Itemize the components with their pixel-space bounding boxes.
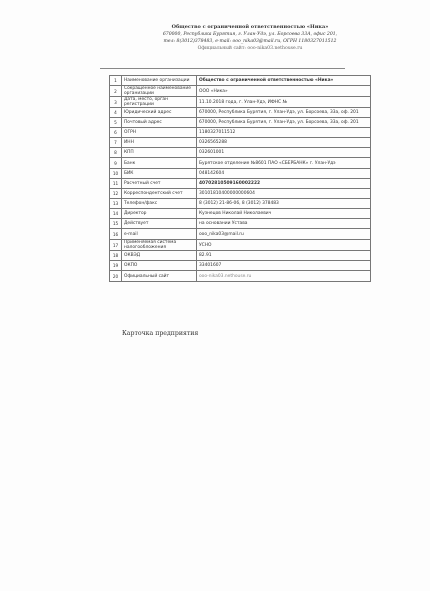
table-row (110, 271, 371, 282)
row-label: БИК (122, 169, 197, 179)
row-value: Общество с ограниченной ответственностью «Ника» (197, 76, 371, 86)
row-value: Кузнецов Николай Николаевич (197, 209, 371, 219)
row-label: Директор (122, 209, 197, 219)
row-number: 6 (110, 128, 122, 138)
row-label: e-mail (122, 229, 197, 240)
row-value: Бурятское отделение №8601 ПАО «СБЕРБАНК» г. Улан-Удэ (197, 158, 371, 169)
row-value: ooo-nika03.nethouse.ru (197, 271, 371, 282)
row-label: Наименование организации (122, 76, 197, 86)
row-number: 16 (110, 229, 122, 240)
letterhead-address: 670000, Республика Бурятия, г. Улан-Удэ, ул. Борсоева 33А, офис 201, (162, 32, 338, 37)
row-value: 11.10.2018 года, г. Улан-Удэ, ИФНС № (197, 97, 371, 108)
row-value: 670000, Республика Бурятия, г. Улан-Удэ, ул. Борсоева, 33а, оф. 201 (197, 108, 371, 118)
row-number: 12 (110, 189, 122, 199)
letterhead-title: Общество с ограниченной ответственностью «Ника» (171, 24, 329, 30)
row-label: ОКВЭД (122, 251, 197, 261)
row-value: 8 (3012) 21-86-06, 8 (3012) 378483 (197, 199, 371, 209)
row-value: ooo_nika03@mail.ru (197, 229, 371, 240)
row-label: КПП (122, 148, 197, 158)
row-label: Корреспондентский счет (122, 189, 197, 199)
row-value: УСНО (197, 240, 371, 251)
row-value: на основании Устава (197, 219, 371, 229)
table-row (110, 76, 371, 86)
row-number: 17 (110, 240, 122, 251)
row-value: 40702810509160002222 (197, 179, 371, 189)
row-label: ОКПО (122, 261, 197, 271)
letterhead (150, 24, 350, 52)
table-row (110, 240, 371, 251)
row-label: Расчетный счет (122, 179, 197, 189)
row-number: 18 (110, 251, 122, 261)
row-label: ОГРН (122, 128, 197, 138)
row-label: Юридический адрес (122, 108, 197, 118)
row-value: 30101810400000000604 (197, 189, 371, 199)
table-row (110, 251, 371, 261)
table-row (110, 128, 371, 138)
row-label: Применяемая система налогообложения (122, 240, 197, 251)
row-number: 5 (110, 118, 122, 128)
row-value: 33401607 (197, 261, 371, 271)
table-row (110, 219, 371, 229)
row-number: 2 (110, 86, 122, 97)
row-number: 13 (110, 199, 122, 209)
row-label: Официальный сайт (122, 271, 197, 282)
row-label: Дата, место, орган регистрации (122, 97, 197, 108)
row-label: Сокращенное наименование организации (122, 86, 197, 97)
header-divider (100, 68, 345, 69)
table-row (110, 138, 371, 148)
row-label: ИНН (122, 138, 197, 148)
row-number: 19 (110, 261, 122, 271)
row-number: 15 (110, 219, 122, 229)
table-row (110, 97, 371, 108)
letterhead-contacts: тел: 8(3012)378483, e-mail: ooo_nika03@mail.ru, ОГРН 1180327011512 (163, 39, 337, 44)
row-number: 3 (110, 97, 122, 108)
row-number: 11 (110, 179, 122, 189)
row-label: Телефон/факс (122, 199, 197, 209)
row-label: Почтовый адрес (122, 118, 197, 128)
table-row (110, 169, 371, 179)
row-label: Банк (122, 158, 197, 169)
table-row (110, 179, 371, 189)
table-row (110, 148, 371, 158)
row-number: 20 (110, 271, 122, 282)
row-label: Действует (122, 219, 197, 229)
table-row (110, 261, 371, 271)
table-row (110, 158, 371, 169)
table-row (110, 229, 371, 240)
table-row (110, 189, 371, 199)
table-row (110, 118, 371, 128)
row-number: 7 (110, 138, 122, 148)
letterhead-website: Официальный сайт: ooo-nika03.nethouse.ru (197, 46, 303, 51)
table-row (110, 209, 371, 219)
row-number: 8 (110, 148, 122, 158)
row-number: 9 (110, 158, 122, 169)
company-card-table (109, 75, 371, 282)
row-value: 032601001 (197, 148, 371, 158)
row-value: 048142604 (197, 169, 371, 179)
row-value: 82.91 (197, 251, 371, 261)
table-row (110, 108, 371, 118)
row-number: 1 (110, 76, 122, 86)
row-value: 670000, Республика Бурятия, г. Улан-Удэ, ул. Борсоева, 33а, оф. 201 (197, 118, 371, 128)
row-value: 0326565288 (197, 138, 371, 148)
document-caption: Карточка предприятия (122, 330, 199, 337)
table-row (110, 199, 371, 209)
row-number: 14 (110, 209, 122, 219)
row-number: 4 (110, 108, 122, 118)
row-number: 10 (110, 169, 122, 179)
table-row (110, 86, 371, 97)
row-value: ООО «Ника» (197, 86, 371, 97)
row-value: 1180327011512 (197, 128, 371, 138)
